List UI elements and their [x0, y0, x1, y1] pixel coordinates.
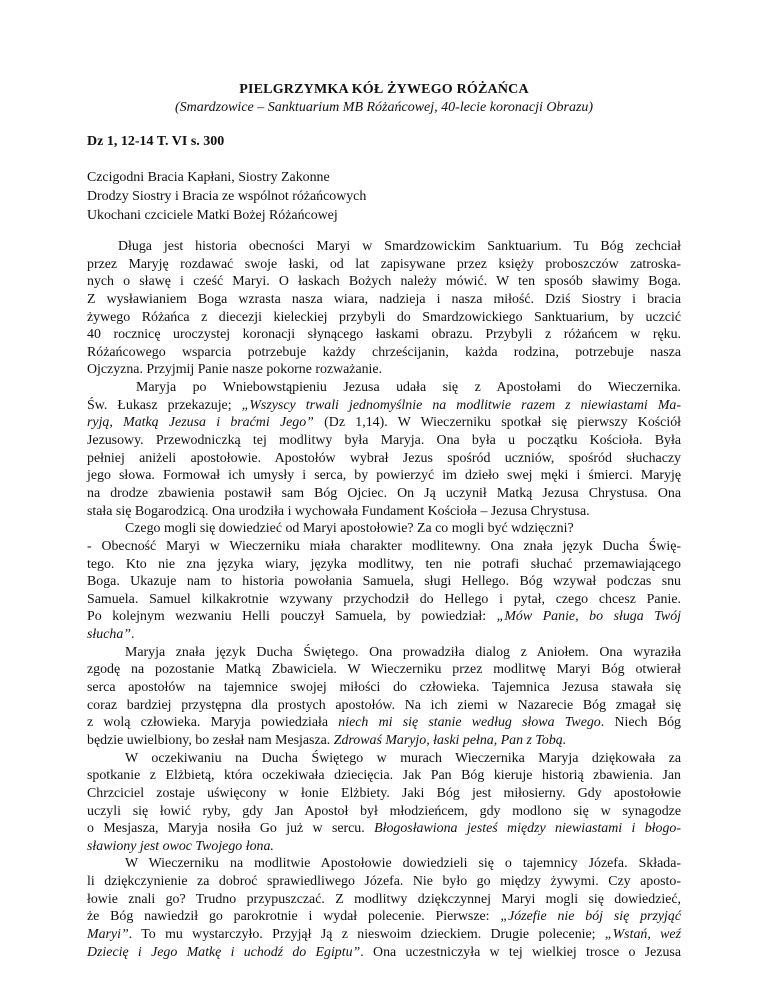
- text-line: [87, 520, 681, 538]
- text-line: [87, 379, 681, 397]
- text-line: [87, 855, 681, 873]
- text-segment: - Obecność Maryi w Wieczerniku miała charakter modlitewny. Ona znała język Ducha Świę-: [87, 538, 681, 554]
- text-line: [87, 820, 681, 838]
- salutation-line: Czcigodni Bracia Kapłani, Siostry Zakonne: [87, 170, 330, 185]
- text-segment: będzie uwielbiony, bo zesłał nam Mesjasza.: [87, 732, 334, 748]
- text-segment: nych o sławę i cześć Maryi. O łaskach Bożych należy mówić. W ten sposób sławimy Boga.: [87, 274, 681, 290]
- text-line: [87, 256, 681, 274]
- text-line: [87, 344, 681, 362]
- italic-text: sławiony jest owoc Twojego łona.: [87, 838, 274, 854]
- text-line: [87, 309, 681, 327]
- text-segment: Maryja znała język Ducha Świętego. Ona prowadziła dialog z Aniołem. Ona wyraziła: [125, 644, 681, 660]
- text-segment: . To mu wystarczyło. Przyjął Ją z nieswoim dzieckiem. Drugie polecenie;: [128, 926, 605, 942]
- text-line: [87, 697, 681, 715]
- text-line: [87, 291, 681, 309]
- text-line: [87, 714, 681, 732]
- text-line: [87, 891, 681, 909]
- text-segment: . Niech Bóg: [600, 715, 682, 731]
- text-segment: W oczekiwaniu na Ducha Świętego w murach Wieczernika Maryja dziękowała za: [125, 750, 681, 766]
- italic-text: Maryi”: [87, 926, 129, 942]
- text-line: [87, 450, 681, 468]
- text-line: [87, 626, 681, 644]
- document-subtitle: (Smardzowice – Sanktuarium MB Różańcowej, 40-lecie koronacji Obrazu): [174, 100, 594, 115]
- text-segment: li dziękczynienie za dobroć sprawiedliwego Józefa. Nie było go między żywymi. Czy aposto-: [87, 874, 681, 890]
- text-segment: 40 rocznicę uroczystej koronacji słynącego łaskami obrazu. Przybyli z różańcem w ręku.: [87, 327, 681, 343]
- text-line: [87, 767, 681, 785]
- text-segment: żywego Różańca z diecezji kieleckiej przybyli do Smardzowickiego Sanktuarium, by uczcić: [87, 309, 681, 325]
- italic-text: niech mi się stanie według słowa Twego: [338, 715, 601, 731]
- text-segment: coraz bardziej przystępna dla prostych apostołów. Na ich ziemi w Nazarecie Bóg zmagał się: [87, 697, 681, 713]
- homily-body: [87, 238, 681, 961]
- text-line: [87, 467, 681, 485]
- text-segment: zgodę na pozostanie Matką Zbawiciela. W Wieczerniku przez modlitwę Maryi Bóg otwierał: [87, 662, 681, 678]
- text-segment: Chrzciciel zostaje uświęcony w łonie Elżbiety. Jaki Bóg jest miłosierny. Gdy apostołowie: [87, 785, 681, 801]
- text-segment: uczyli się łowić ryby, gdy Jan Apostoł był młodzieńcem, gdy modlono się w synagodze: [87, 803, 681, 819]
- text-segment: Maryja po Wniebowstąpieniu Jezusa udała się z Apostołami do Wieczernika.: [136, 380, 681, 396]
- text-segment: Św. Łukasz przekazuje;: [87, 397, 242, 413]
- text-line: [87, 873, 681, 891]
- salutation-line: Drodzy Siostry i Bracia ze wspólnot różańcowych: [87, 189, 367, 204]
- italic-text: „Józefie nie bój się przyjąć: [500, 909, 681, 925]
- text-segment: stała się Bogarodzicą. Ona urodziła i wychowała Fundament Kościoła – Jezusa Chrystusa.: [87, 503, 590, 519]
- text-segment: .: [131, 627, 135, 643]
- text-segment: Samuela. Samuel kilkakrotnie wzywany przychodził do Hellego i pytał, czego chcesz Panie.: [87, 591, 681, 607]
- text-segment: Różańcowego wsparcia potrzebuje każdy chrześcijanin, każda rodzina, potrzebuje nasza: [87, 344, 681, 360]
- text-line: [87, 838, 681, 856]
- text-line: [87, 732, 681, 750]
- text-segment: spotkanie z Elżbietą, która oczekiwała dziecięcia. Jak Pan Bóg kieruje historią zbawienia. Jan: [87, 768, 681, 784]
- text-line: [87, 679, 681, 697]
- text-line: [87, 432, 681, 450]
- text-line: [87, 785, 681, 803]
- text-line: [87, 644, 681, 662]
- italic-text: ryją, Matką Jezusa i braćmi Jego”: [87, 415, 314, 431]
- text-line: [87, 591, 681, 609]
- text-segment: przez Maryję rozdawać swoje łaski, od lat zapisywane przez księży proboszczów zatroska-: [87, 256, 681, 272]
- text-segment: Z wysławianiem Boga wzrasta nasza wiara, nadzieja i nasza miłość. Dziś Siostry i bracia: [87, 291, 681, 307]
- text-line: [87, 944, 681, 962]
- salutation-line: Ukochani czciciele Matki Bożej Różańcowej: [87, 208, 338, 223]
- text-line: [87, 538, 681, 556]
- text-segment: że Bóg nawiedził go parokrotnie i wydał polecenie. Pierwsze:: [87, 909, 501, 925]
- text-line: [87, 273, 681, 291]
- text-segment: . Ona uczestniczyła w tej wielkiej trosce o Jezusa: [360, 944, 681, 960]
- text-line: [87, 661, 681, 679]
- text-segment: o Mesjasza, Maryja nosiła Go już w sercu.: [87, 821, 375, 837]
- text-line: [87, 803, 681, 821]
- text-segment: (Dz 1,14). W Wieczerniku spotkał się pierwszy Kościół: [313, 415, 681, 431]
- text-line: [87, 608, 681, 626]
- text-line: [87, 326, 681, 344]
- text-segment: tego. Kto nie zna języka wiary, języka modlitwy, ten nie potrafi słuchać przemawiającego: [87, 556, 681, 572]
- text-segment: Jezusowy. Przewodniczką tej modlitwy była Maryja. Ona była u początku Kościoła. Była: [87, 433, 681, 449]
- text-line: [87, 361, 681, 379]
- text-line: [87, 908, 681, 926]
- text-segment: jego słowa. Formował ich umysły i serca, by powierzyć im dzieło swej męki i śmierci. Maryję: [87, 468, 681, 484]
- scripture-reference: Dz 1, 12-14 T. VI s. 300: [87, 134, 225, 149]
- text-line: [87, 503, 681, 521]
- italic-text: Dziecię i Jego Matkę i uchodź do Egiptu”: [87, 944, 361, 960]
- text-segment: pełniej aniżeli apostołowie. Apostołów wybrał Jezus spośród uczniów, spośród słuchaczy: [87, 450, 681, 466]
- text-line: [87, 573, 681, 591]
- text-segment: Czego mogli się dowiedzieć od Maryi apostołowie? Za co mogli być wdzięczni?: [125, 521, 574, 537]
- text-segment: Boga. Ukazuje nam to historia powołania Samuela, sługi Hellego. Bóg wzywał podczas snu: [87, 574, 681, 590]
- text-line: [87, 414, 681, 432]
- italic-text: „Wszyscy trwali jednomyślnie na modlitwie razem z niewiastami Ma-: [241, 397, 681, 413]
- text-segment: Po kolejnym wezwaniu Helli pouczył Samuela, by powiedział:: [87, 609, 497, 625]
- text-line: [87, 485, 681, 503]
- text-line: [87, 926, 681, 944]
- text-segment: Długa jest historia obecności Maryi w Smardzowickim Sanktuarium. Tu Bóg zechciał: [118, 239, 681, 254]
- text-line: [87, 750, 681, 768]
- text-segment: W Wieczerniku na modlitwie Apostołowie dowiedzieli się o tajemnicy Józefa. Składa-: [125, 856, 681, 872]
- text-segment: Ojczyzna. Przyjmij Panie nasze pokorne rozważanie.: [87, 362, 383, 378]
- text-line: [87, 238, 681, 256]
- salutation: [87, 168, 366, 225]
- italic-text: „Wstań, weź: [604, 926, 682, 942]
- italic-text: słucha”: [87, 627, 131, 643]
- document-title: PIELGRZYMKA KÓŁ ŻYWEGO RÓŻAŃCA: [239, 82, 529, 97]
- text-line: [87, 556, 681, 574]
- text-line: [87, 397, 681, 415]
- text-segment: z wolą człowieka. Maryja powiedziała: [87, 715, 339, 731]
- text-segment: serca apostołów na tajemnice swojej miłości do człowieka. Tajemnica Jezusa stawała się: [87, 680, 681, 696]
- text-segment: na drodze zbawienia postawił sam Bóg Ojciec. On Ją uczynił Matką Jezusa Chrystusa. Ona: [87, 485, 681, 501]
- italic-text: Zdrowaś Maryjo, łaski pełna, Pan z Tobą.: [333, 732, 567, 748]
- text-segment: łowie znali go? Trudno przypuszczać. Z modlitwy dziękczynnej Maryi mogli się dowiedzieć,: [87, 891, 681, 907]
- italic-text: „Mów Panie, bo sługa Twój: [496, 609, 681, 625]
- italic-text: Błogosławiona jesteś między niewiastami i błogo-: [374, 821, 681, 837]
